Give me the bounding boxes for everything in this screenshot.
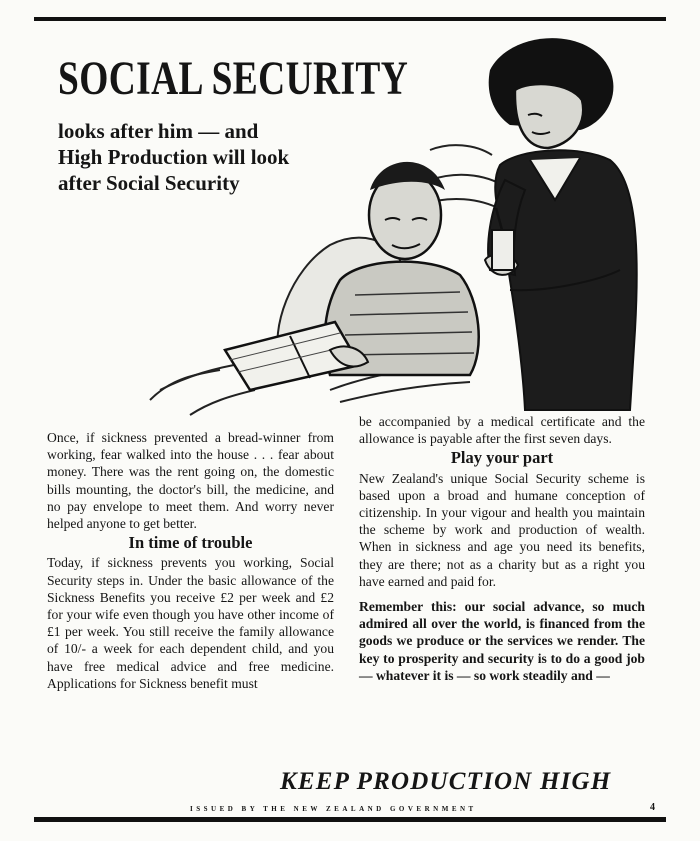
- subhead-line-1: looks after him — and: [58, 119, 259, 143]
- page-number: 4: [650, 802, 655, 813]
- bottom-rule: [34, 817, 666, 822]
- top-rule: [34, 17, 666, 21]
- certificate-paragraph: be accompanied by a medical certificate and the allowance is payable after the first seven days.: [359, 414, 645, 447]
- slogan: KEEP PRODUCTION HIGH: [280, 768, 612, 795]
- headline: SOCIAL SECURITY: [58, 52, 409, 105]
- section-heading-play-your-part: Play your part: [450, 448, 554, 468]
- subhead-line-3: after Social Security: [58, 171, 240, 195]
- intro-paragraph: Once, if sickness prevented a bread-winner from working, fear walked into the house . . . fear about money. There was the rent going on, the domestic bills mounting, the doctor's bill, the medicine, and no pay envelope to meet them. And worry never helped anyone to get better.: [47, 430, 334, 532]
- right-column: [359, 413, 645, 684]
- issued-by-line: ISSUED BY THE NEW ZEALAND GOVERNMENT: [190, 805, 477, 813]
- left-column: [47, 429, 334, 692]
- citizenship-paragraph: New Zealand's unique Social Security scheme is based upon a broad and humane conception of citizenship. In your vigour and health you maintain the scheme by work and production of wealth. When in sickness and age you need its benefits, they are there; not as a charity but as a right you have earned and paid for.: [359, 470, 645, 589]
- benefits-paragraph: Today, if sickness prevents you working, Social Security steps in. Under the basic allowance of the Sickness Benefits you receive £2 per week and £2 for your wife even though you have other income of £1 per week. You still receive the family allowance of 10/- a week for each dependent child, and you have free medical advice and free medicine. Applications for Sickness benefit must: [47, 555, 334, 691]
- section-heading-trouble: In time of trouble: [128, 533, 253, 553]
- remember-paragraph: Remember this: our social advance, so much admired all over the world, is financed from the goods we produce or the services we render. The key to prosperity and security is to do a good job — whatever it is — so work steadily and —: [359, 599, 645, 683]
- subheadline: [58, 118, 358, 196]
- subhead-line-2: High Production will look: [58, 145, 290, 169]
